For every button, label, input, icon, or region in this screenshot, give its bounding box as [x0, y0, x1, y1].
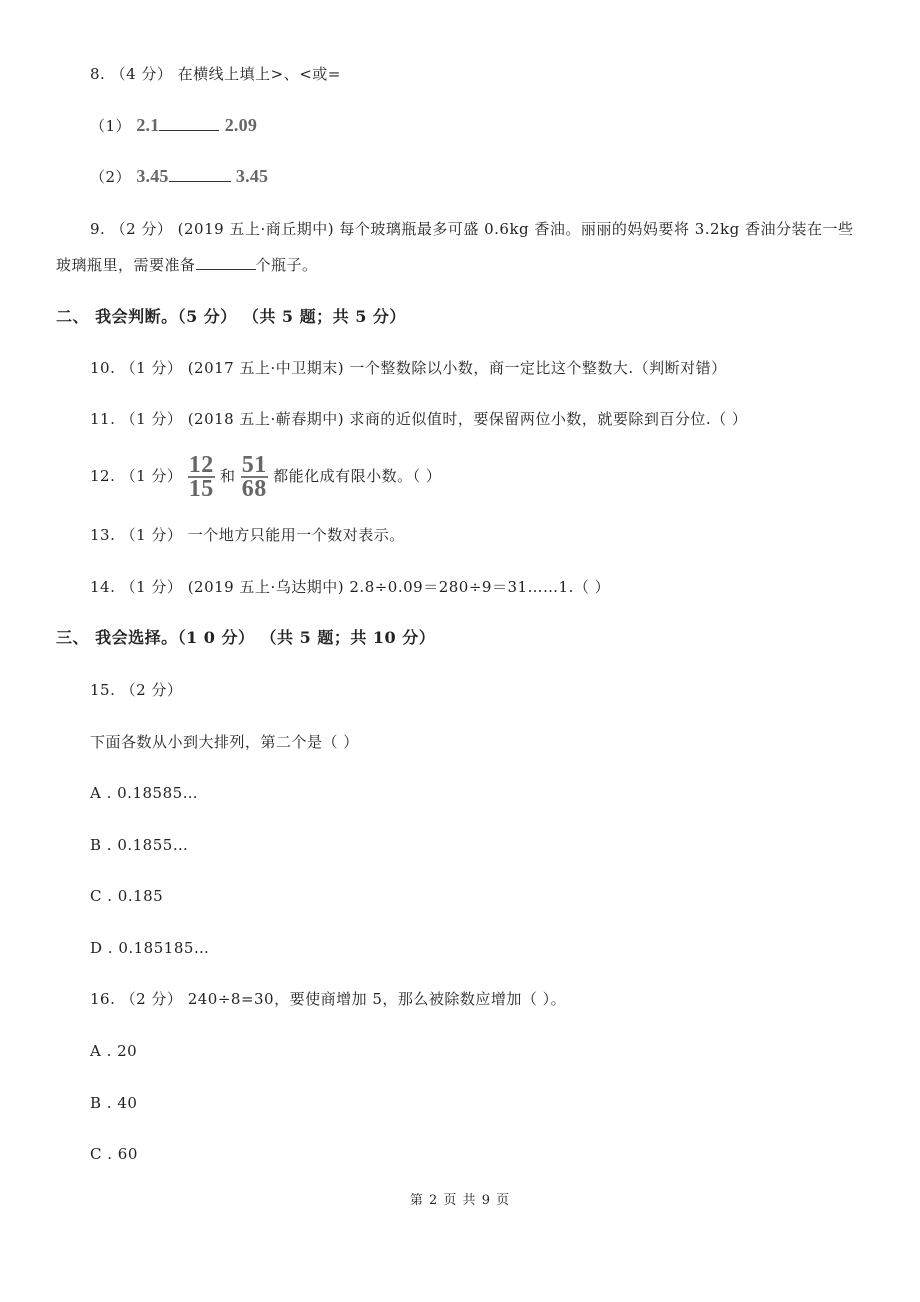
q8-2-left-number: 3.45 — [136, 166, 169, 186]
q12 — [90, 454, 441, 500]
q15-option-d[interactable]: D . 0.185185… — [90, 939, 210, 957]
section-3-title: 三、 我会选择。（1 0 分） （共 5 题；共 10 分） — [56, 628, 436, 647]
q15-stem: 下面各数从小到大排列，第二个是（ ） — [90, 733, 359, 751]
q12-frac1-denominator: 15 — [188, 476, 214, 502]
q12-suffix: 都能化成有限小数。（ ） — [273, 467, 442, 485]
q12-fraction-2 — [241, 454, 268, 500]
q8-1-right-number: 2.09 — [224, 115, 258, 135]
q16-head: 16. （2 分） 240÷8=30，要使商增加 5，那么被除数应增加（ ）。 — [90, 990, 567, 1008]
q8-2-answer-blank[interactable] — [169, 166, 231, 182]
page-footer: 第 2 页 共 9 页 — [409, 1193, 511, 1208]
q9-text-a: 玻璃瓶里，需要准备 — [56, 256, 196, 274]
q8-1-label: （1） — [90, 117, 132, 135]
q9-line-2 — [56, 254, 318, 275]
q10: 10. （1 分） (2017 五上·中卫期末) 一个整数除以小数，商一定比这个整数大.（判断对错） — [90, 359, 727, 377]
q9-line-1: 9. （2 分） (2019 五上·商丘期中) 每个玻璃瓶最多可盛 0.6kg 香油。丽丽的妈妈要将 3.2kg 香油分装在一些 — [90, 220, 854, 238]
q12-and: 和 — [220, 467, 236, 485]
q11: 11. （1 分） (2018 五上·蕲春期中) 求商的近似值时，要保留两位小数，就要除到百分位.（ ） — [90, 410, 748, 428]
q9-text-b: 个瓶子。 — [255, 256, 318, 274]
q8-2-right-number: 3.45 — [235, 166, 269, 186]
q15-option-c[interactable]: C . 0.185 — [90, 887, 164, 905]
q9-answer-blank[interactable] — [196, 254, 256, 270]
q8-item-2 — [90, 166, 268, 187]
q14: 14. （1 分） (2019 五上·乌达期中) 2.8÷0.09＝280÷9＝31……1.（ ） — [90, 578, 611, 596]
q16-option-b[interactable]: B . 40 — [90, 1094, 138, 1112]
q12-frac2-denominator: 68 — [241, 476, 267, 502]
q15-option-b[interactable]: B . 0.1855… — [90, 836, 189, 854]
q15-option-a[interactable]: A . 0.18585… — [90, 784, 199, 802]
q8-2-label: （2） — [90, 168, 132, 186]
q13: 13. （1 分） 一个地方只能用一个数对表示。 — [90, 526, 405, 544]
q12-prefix: 12. （1 分） — [90, 467, 183, 485]
q16-option-a[interactable]: A . 20 — [90, 1042, 138, 1060]
q12-frac2-numerator: 51 — [241, 452, 267, 478]
section-2-title: 二、 我会判断。（5 分） （共 5 题；共 5 分） — [56, 307, 406, 326]
q8-item-1 — [90, 115, 257, 136]
q8-head: 8. （4 分） 在横线上填上>、<或= — [90, 65, 341, 83]
q8-1-answer-blank[interactable] — [159, 115, 219, 131]
q12-frac1-numerator: 12 — [188, 452, 214, 478]
q12-fraction-1 — [188, 454, 215, 500]
q16-option-c[interactable]: C . 60 — [90, 1145, 138, 1163]
q15-head: 15. （2 分） — [90, 681, 183, 699]
q8-1-left-number: 2.1 — [136, 115, 160, 135]
